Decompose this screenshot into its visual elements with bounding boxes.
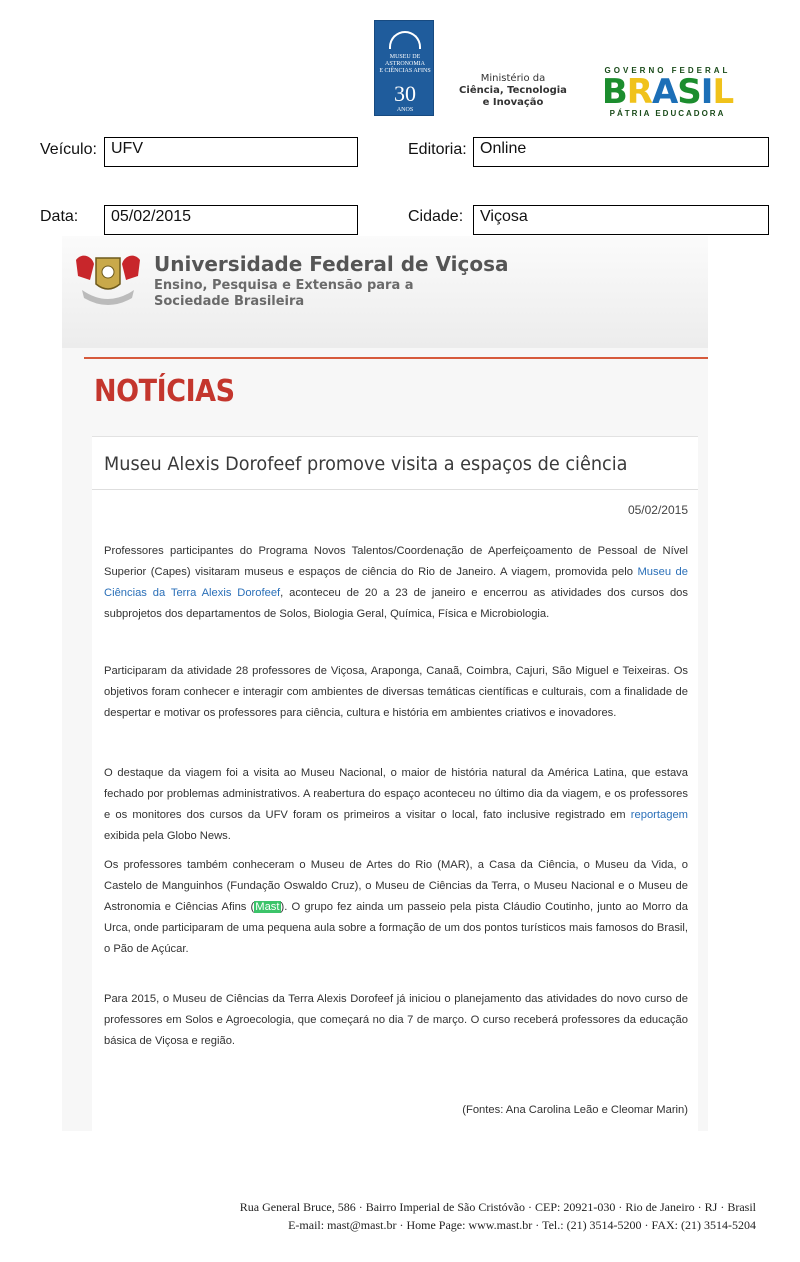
article-title: Museu Alexis Dorofeef promove visita a espaços de ciência — [104, 453, 628, 475]
article-date: 05/02/2015 — [627, 503, 688, 517]
news-clipping — [62, 236, 708, 1131]
ufv-crest-icon — [72, 250, 144, 312]
mast-logo-word: ANOS — [396, 107, 414, 113]
gov-brasil-wordmark — [585, 72, 750, 112]
ministerio-line1: Ministério da — [480, 73, 546, 84]
data-label: Data: — [40, 208, 79, 225]
mast-highlight: Mast — [255, 901, 280, 913]
article-paragraph-3 — [104, 763, 688, 847]
mast-logo — [374, 20, 434, 116]
veiculo-label: Veículo: — [40, 141, 97, 158]
site-subtitle-line2: Sociedade Brasileira — [154, 294, 305, 309]
observatory-icon — [389, 31, 421, 49]
ministerio-logo — [458, 73, 568, 109]
gov-letter: L — [712, 72, 734, 112]
article-paragraph-5: Para 2015, o Museu de Ciências da Terra Alexis Dorofeef já iniciou o planejamento das atividades do novo curso de professores em Solos e Agroecologia, que começará no dia 7 de março. O curso receberá professores da educação básica de Viçosa e região. — [104, 993, 688, 1047]
site-subtitle-line1: Ensino, Pesquisa e Extensão para a — [154, 278, 414, 293]
editoria-field: Online — [473, 137, 769, 167]
gov-letter: A — [651, 72, 678, 112]
ministerio-line3: e Inovação — [482, 97, 544, 108]
mast-logo-line3: E CIÊNCIAS AFINS — [379, 68, 431, 74]
p3-text-a: O destaque da viagem foi a visita ao Museu Nacional, o maior de história natural da América Latina, que estava fechado por problemas administrativos. A reabertura do espaço aconteceu no último dia da viagem, e os professores e os monitores dos cursos da UFV foram os primeiros a visitar o local, fato inclusive registrado em — [104, 767, 688, 821]
data-field: 05/02/2015 — [104, 205, 358, 235]
article — [92, 436, 698, 1131]
ministerio-line2: Ciência, Tecnologia — [459, 85, 567, 96]
article-paragraph-2: Participaram da atividade 28 professores de Viçosa, Araponga, Canaã, Coimbra, Cajuri, São Miguel e Teixeiras. Os objetivos foram conhecer e interagir com ambientes de diversas temáticas científicas e culturais, com a finalidade de despertar e motivar os professores para ciência, cultura e história em ambientes criativos e inovadores. — [104, 665, 688, 719]
article-paragraph-4 — [104, 855, 688, 960]
p4-text-b: ). O grupo fez ainda um passeio pela pista Cláudio Coutinho, junto ao Morro da Urca, onde participaram de uma pequena aula sobre a formação de um dos pontos turísticos mais famosos do Brasil, o Pão de Açúcar. — [104, 901, 688, 955]
gov-bottom-text: PÁTRIA EDUCADORA — [609, 109, 726, 118]
article-sources: (Fontes: Ana Carolina Leão e Cleomar Marin) — [462, 1104, 688, 1116]
gov-letter: B — [601, 72, 627, 112]
p1-text-b: , aconteceu de 20 a 23 de janeiro e encerrou as atividades dos cursos dos subprojetos dos departamentos de Solos, Biologia Geral, Química, Física e Microbiologia. — [104, 587, 688, 620]
article-paragraph-1 — [104, 541, 688, 625]
mast-logo-line2: ASTRONOMIA — [384, 61, 425, 67]
p3-text-b: exibida pela Globo News. — [104, 830, 231, 842]
veiculo-field: UFV — [104, 137, 358, 167]
site-title: Universidade Federal de Viçosa — [154, 252, 509, 276]
mast-logo-number: 30 — [394, 81, 416, 106]
ufv-header — [62, 236, 708, 348]
footer-address: Rua General Bruce, 586 · Bairro Imperial de São Cristóvão · CEP: 20921-030 · Rio de Janeiro · RJ · Brasil — [239, 1200, 756, 1214]
section-title: NOTÍCIAS — [94, 374, 235, 409]
museu-link[interactable]: Museu de Ciências da Terra Alexis Dorofeef — [104, 566, 688, 599]
cidade-label: Cidade: — [408, 208, 464, 225]
p1-text-a: Professores participantes do Programa Novos Talentos/Coordenação de Aperfeiçoamento de Pessoal de Nível Superior (Capes) visitaram museus e espaços de ciência do Rio de Janeiro. A viagem, promovida pelo — [104, 545, 688, 578]
gov-letter: I — [700, 72, 713, 112]
gov-top-text: GOVERNO FEDERAL — [604, 66, 731, 75]
mast-logo-line1: MUSEU DE — [389, 54, 421, 60]
footer-contact: E-mail: mast@mast.br · Home Page: www.mast.br · Tel.: (21) 3514-5200 · FAX: (21) 3514-5204 — [288, 1218, 756, 1232]
cidade-field: Viçosa — [473, 205, 769, 235]
gov-letter: S — [677, 72, 701, 112]
gov-letter: R — [626, 72, 652, 112]
reportagem-link[interactable]: reportagem — [630, 809, 688, 821]
editoria-label: Editoria: — [408, 141, 467, 158]
p4-text-a: Os professores também conheceram o Museu de Artes do Rio (MAR), a Casa da Ciência, o Museu da Vida, o Castelo de Manguinhos (Fundação Oswaldo Cruz), o Museu de Ciências da Terra, o Museu Nacional e o Museu de Astronomia e Ciências Afins ( — [104, 859, 688, 913]
site-subtitle — [154, 278, 414, 310]
title-divider — [92, 489, 698, 490]
header-divider — [84, 357, 708, 359]
governo-federal-logo — [585, 66, 750, 120]
